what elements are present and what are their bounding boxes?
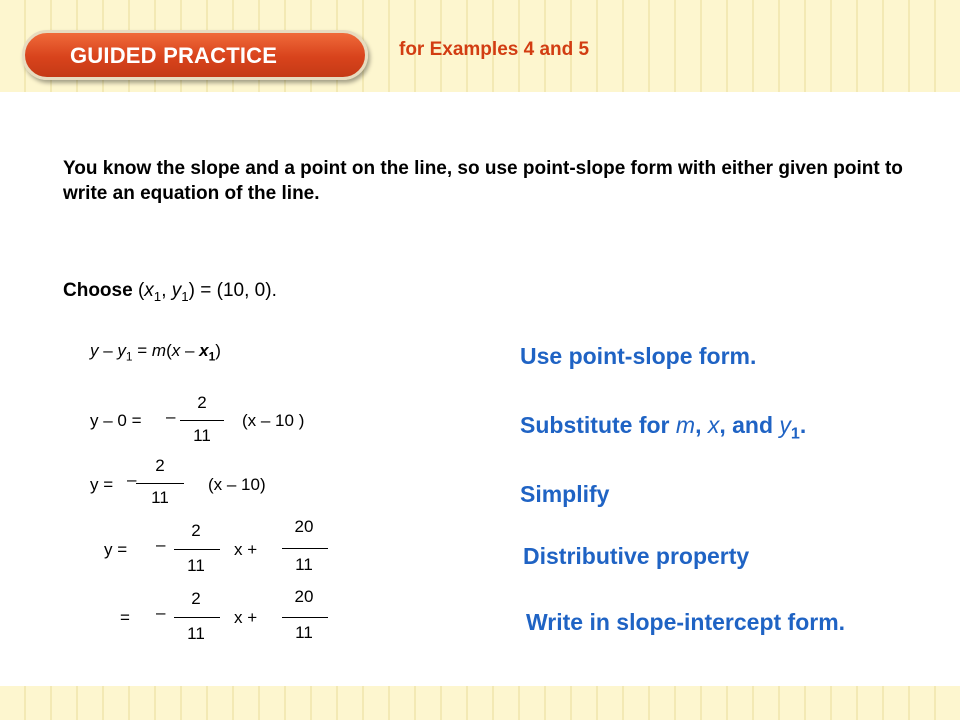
step4-fraction-bar	[174, 549, 220, 550]
step2-numerator: 2	[197, 393, 207, 412]
step3-factor: (x – 10)	[208, 475, 266, 494]
step5-const-numerator: 20	[294, 587, 314, 606]
step4-const-numerator: 20	[294, 517, 314, 536]
step1-equation: $y - y_1 = m(x - x_1)$	[90, 341, 221, 364]
step2-fraction-bar	[180, 420, 224, 421]
step3-sign: –	[127, 470, 137, 489]
step5-const-fraction-bar	[282, 617, 328, 618]
step5-sign: –	[156, 603, 166, 622]
step2-factor: (x – 10 )	[242, 411, 305, 430]
step2-denominator: 11	[193, 426, 211, 445]
step3-denominator: 11	[151, 488, 169, 507]
examples-reference: for Examples 4 and 5	[399, 39, 590, 60]
step5-x-term: x +	[234, 608, 258, 627]
step5-lhs: =	[120, 608, 130, 627]
step4-lhs: y =	[104, 540, 128, 559]
step2-sign: –	[166, 407, 176, 426]
bottom-paper-band	[0, 686, 960, 720]
step3-numerator: 2	[155, 456, 165, 475]
intro-text: You know the slope and a point on the line, so use point-slope form with either given point to write an equation of the line.	[63, 158, 903, 204]
step5-denominator: 11	[187, 624, 205, 643]
step3-fraction-bar	[136, 483, 184, 484]
choose-label: Choose	[63, 280, 133, 301]
step2-note-prefix: Substitute for	[520, 412, 670, 438]
step1-note: Use point-slope form.	[520, 343, 757, 369]
step4-const-denominator: 11	[295, 555, 313, 574]
step5-fraction-bar	[174, 617, 220, 618]
step2-lhs: y – 0 =	[90, 411, 142, 430]
choose-coords: (10, 0).	[216, 280, 277, 301]
step4-const-fraction-bar	[282, 548, 328, 549]
badge-label: GUIDED PRACTICE	[70, 43, 278, 68]
step5-numerator: 2	[191, 589, 201, 608]
step5-const-denominator: 11	[295, 623, 313, 642]
step2-note: Substitute for m, x, and $y_1$.	[520, 412, 807, 443]
step4-x-term: x +	[234, 540, 258, 559]
step3-note: Simplify	[520, 481, 610, 507]
step5-note: Write in slope-intercept form.	[526, 609, 846, 635]
step4-denominator: 11	[187, 556, 205, 575]
choose-point: Choose ($x_1$, $y_1) = (10$, 0).	[63, 280, 277, 304]
step4-numerator: 2	[191, 521, 201, 540]
step4-sign: –	[156, 535, 166, 554]
step3-lhs: y =	[90, 475, 114, 494]
step4-note: Distributive property	[523, 543, 750, 569]
guided-practice-badge	[22, 30, 368, 80]
